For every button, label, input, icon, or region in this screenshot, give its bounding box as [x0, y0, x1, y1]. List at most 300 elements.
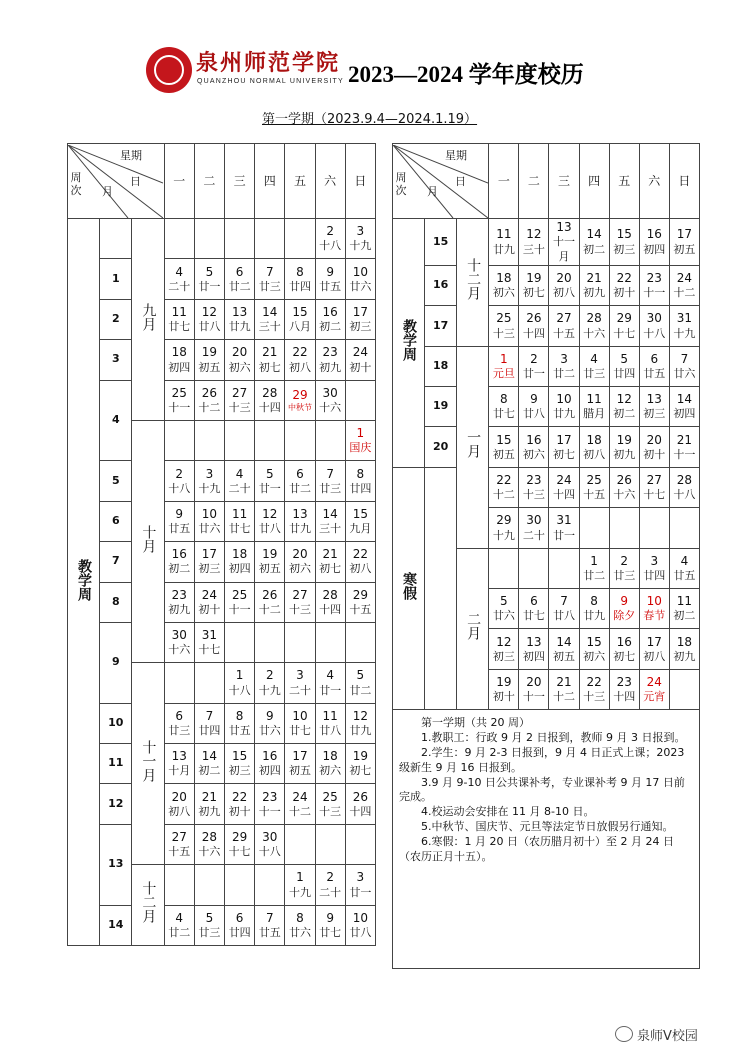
lunar-date: 三十: [319, 522, 342, 536]
lunar-date: 初七: [613, 649, 636, 663]
month-label-text: 十二月: [465, 258, 482, 301]
lunar-date: 初五: [492, 447, 515, 461]
week-number: 20: [425, 427, 457, 467]
lunar-date: 廿三: [258, 279, 281, 293]
day-number: 13: [231, 304, 248, 319]
note-item: 6.寒假：1 月 20 日（农历腊月初十）至 2 月 24 日（农历正月十五）。: [399, 834, 674, 863]
lunar-date: 初二: [319, 320, 342, 334]
day-cell: [224, 461, 254, 501]
day-cell: [194, 905, 224, 945]
day-number: 6: [296, 466, 304, 481]
day-number: 16: [322, 304, 338, 319]
lunar-date: 初七: [553, 447, 576, 461]
day-number: 30: [526, 513, 542, 528]
day-number: 16: [646, 227, 662, 242]
day-cell: [639, 219, 669, 266]
day-number: 14: [556, 634, 572, 649]
wechat-icon: [615, 1026, 633, 1042]
day-cell: [579, 387, 609, 427]
day-number: 19: [496, 674, 512, 689]
day-cell: [549, 508, 579, 548]
lunar-date: 八月: [288, 320, 311, 334]
day-number: 24: [676, 271, 693, 286]
table-row: [68, 622, 376, 662]
lunar-date: 廿五: [258, 926, 281, 939]
day-cell: [255, 622, 285, 662]
lunar-date: 廿一: [258, 481, 281, 495]
day-cell: [164, 663, 194, 703]
header-yue: 月: [102, 185, 113, 198]
lunar-date: 廿一: [553, 528, 576, 542]
table-row: [68, 542, 376, 582]
lunar-date: 元旦: [492, 367, 515, 381]
day-cell: [224, 582, 254, 622]
lunar-date: 初十: [349, 360, 372, 374]
lunar-date: 十五: [349, 602, 372, 616]
day-number: 22: [231, 789, 248, 804]
day-cell: [549, 548, 579, 588]
lunar-date: 廿七: [168, 320, 191, 334]
day-cell: [224, 380, 254, 420]
day-number: 6: [530, 594, 538, 609]
day-cell: [519, 265, 549, 305]
day-cell: [194, 542, 224, 582]
day-cell: [164, 299, 194, 339]
day-cell: [609, 548, 639, 588]
lunar-date: 十八: [673, 488, 696, 502]
lunar-date: 廿八: [349, 926, 372, 939]
day-number: 1: [500, 351, 508, 366]
day-number: 27: [231, 385, 248, 400]
day-cell: [549, 669, 579, 709]
day-cell: [669, 629, 699, 669]
day-cell: [224, 622, 254, 662]
day-cell: [224, 259, 254, 299]
day-cell: [669, 346, 699, 386]
day-number: 18: [171, 345, 187, 360]
lunar-date: 十四: [349, 804, 372, 818]
day-cell: [639, 589, 669, 629]
weekday-header: 一: [489, 144, 519, 219]
weekday-header: 三: [549, 144, 579, 219]
day-number: 21: [322, 547, 338, 562]
day-cell: [255, 219, 285, 259]
day-cell: [519, 508, 549, 548]
day-number: 24: [201, 587, 218, 602]
left-calendar-table: [67, 143, 376, 946]
day-cell: [345, 703, 375, 743]
day-cell: [639, 427, 669, 467]
day-number: 30: [646, 311, 662, 326]
lunar-date: 初九: [613, 447, 636, 461]
week-number: 16: [425, 265, 457, 305]
day-number: 1: [296, 870, 304, 885]
day-number: 13: [292, 506, 308, 521]
day-number: 6: [175, 708, 184, 723]
weekday-header: 三: [224, 144, 254, 219]
day-cell: [194, 824, 224, 864]
semester-title: 第一学期（2023.9.4—2024.1.19）: [262, 112, 478, 127]
day-number: 27: [646, 473, 662, 487]
lunar-date: 十二: [288, 804, 311, 818]
day-number: 2: [175, 466, 184, 481]
day-cell: [194, 744, 224, 784]
day-cell: [345, 420, 375, 460]
table-row: [393, 346, 700, 386]
day-cell: [345, 219, 375, 259]
day-cell: [164, 865, 194, 905]
lunar-date: 廿一: [319, 683, 342, 697]
day-number: 22: [496, 473, 512, 487]
month-label-text: 二月: [465, 611, 482, 640]
day-number: 11: [676, 594, 693, 609]
day-number: 20: [292, 547, 308, 562]
day-number: 17: [676, 227, 693, 242]
day-cell: [224, 219, 254, 259]
day-number: 17: [201, 547, 218, 562]
lunar-date: 十九: [258, 683, 281, 697]
lunar-date: 廿三: [168, 724, 191, 738]
lunar-date: 初九: [319, 360, 342, 374]
lunar-date: 初八: [349, 562, 372, 576]
day-number: 14: [262, 304, 278, 319]
week-number: 9: [100, 622, 132, 703]
day-number: 3: [560, 351, 568, 366]
day-number: 31: [201, 628, 218, 643]
day-cell: [669, 589, 699, 629]
month-label-text: 十一月: [140, 739, 157, 782]
week-number: 12: [100, 784, 132, 824]
day-cell: [255, 259, 285, 299]
day-cell: [519, 629, 549, 669]
day-number: 17: [646, 634, 662, 649]
day-number: 18: [676, 634, 693, 649]
day-number: 19: [616, 432, 632, 447]
week-cell: [100, 219, 132, 259]
weekday-header: 六: [639, 144, 669, 219]
day-cell: [285, 824, 315, 864]
day-number: 30: [322, 385, 338, 400]
month-label: [457, 219, 489, 347]
table-row: [393, 306, 700, 346]
day-cell: [345, 501, 375, 541]
lunar-date: 初八: [643, 649, 666, 663]
day-number: 29: [496, 513, 512, 528]
day-cell: [164, 622, 194, 662]
day-cell: [315, 259, 345, 299]
day-cell: [194, 865, 224, 905]
day-number: 19: [526, 271, 542, 286]
day-number: 5: [205, 910, 214, 925]
day-number: 19: [352, 749, 368, 764]
day-cell: [285, 501, 315, 541]
day-cell: [285, 420, 315, 460]
day-number: 17: [352, 304, 368, 319]
day-number: 18: [586, 432, 602, 447]
day-number: 11: [496, 227, 512, 242]
day-number: 13: [556, 220, 572, 234]
weekday-header: 四: [579, 144, 609, 219]
day-cell: [579, 467, 609, 507]
university-seal-logo: [146, 47, 192, 93]
day-number: 28: [201, 830, 218, 845]
day-cell: [549, 467, 579, 507]
day-cell: [315, 340, 345, 380]
month-label: [457, 548, 489, 710]
lunar-date: 十一: [643, 286, 666, 300]
day-cell: [609, 467, 639, 507]
lunar-date: 廿四: [349, 481, 372, 495]
month-label: [457, 346, 489, 548]
winter-vacation-label-text: 寒假: [400, 572, 417, 601]
day-cell: [224, 703, 254, 743]
table-row: [68, 905, 376, 945]
day-number: 2: [530, 351, 538, 366]
lunar-date: 初八: [288, 360, 311, 374]
day-number: 27: [556, 311, 572, 326]
lunar-date: 二十: [168, 279, 191, 293]
day-cell: [519, 387, 549, 427]
lunar-date: 初九: [168, 602, 191, 616]
day-cell: [194, 380, 224, 420]
week-number: 13: [100, 824, 132, 905]
lunar-date: 廿五: [319, 279, 342, 293]
day-cell: [315, 501, 345, 541]
day-cell: [609, 219, 639, 266]
day-number: 15: [616, 227, 632, 242]
day-cell: [164, 259, 194, 299]
lunar-date: 十九: [349, 239, 372, 253]
day-cell: [255, 824, 285, 864]
day-cell: [669, 387, 699, 427]
day-number: 25: [586, 473, 602, 487]
day-cell: [194, 299, 224, 339]
day-number: 12: [616, 392, 632, 407]
day-cell: [549, 589, 579, 629]
day-cell: [489, 629, 519, 669]
day-cell: [549, 387, 579, 427]
day-cell: [609, 629, 639, 669]
lunar-date: 廿二: [288, 481, 311, 495]
week-number: 6: [100, 501, 132, 541]
day-cell: [194, 219, 224, 259]
lunar-date: 廿一: [198, 279, 221, 293]
day-cell: [669, 427, 699, 467]
day-number: 7: [265, 264, 274, 279]
lunar-date: 初十: [643, 447, 666, 461]
month-label: [132, 420, 164, 662]
day-number: 16: [616, 634, 632, 649]
day-cell: [345, 380, 375, 420]
lunar-date: 初二: [673, 609, 696, 623]
lunar-date: 初十: [492, 690, 515, 704]
day-number: 16: [262, 749, 278, 764]
day-number: 11: [171, 304, 187, 319]
logo-english-name: QUANZHOU NORMAL UNIVERSITY: [197, 78, 344, 85]
day-number: 10: [292, 708, 308, 723]
lunar-date: 初九: [673, 649, 696, 663]
day-cell: [639, 467, 669, 507]
lunar-date: 初三: [198, 562, 221, 576]
day-cell: [285, 582, 315, 622]
day-cell: [489, 669, 519, 709]
lunar-date: 十六: [583, 326, 606, 340]
week-number: 14: [100, 905, 132, 945]
day-number: 9: [620, 594, 629, 609]
lunar-date: 廿六: [198, 522, 221, 536]
day-cell: [255, 703, 285, 743]
lunar-date: 廿六: [349, 279, 372, 293]
day-cell: [579, 669, 609, 709]
lunar-date: 廿八: [553, 609, 576, 623]
lunar-date: 十一月: [553, 235, 576, 264]
day-number: 15: [231, 749, 248, 764]
day-cell: [164, 542, 194, 582]
day-number: 9: [530, 392, 538, 407]
day-cell: [224, 299, 254, 339]
day-cell: [345, 582, 375, 622]
month-label-text: 十二月: [140, 881, 157, 924]
day-cell: [315, 784, 345, 824]
lunar-date: 初三: [613, 242, 636, 256]
day-cell: [164, 420, 194, 460]
day-number: 25: [322, 789, 338, 804]
lunar-date: 初二: [613, 407, 636, 421]
day-cell: [345, 744, 375, 784]
day-cell: [489, 265, 519, 305]
day-number: 15: [586, 634, 602, 649]
lunar-date: 十七: [643, 488, 666, 502]
lunar-date: 十八: [319, 239, 342, 253]
day-cell: [285, 461, 315, 501]
table-row: [68, 784, 376, 824]
note-item: 4.校运动会安排在 11 月 8-10 日。: [421, 805, 595, 819]
lunar-date: 腊月: [583, 407, 606, 421]
day-number: 9: [326, 264, 334, 279]
day-number: 14: [201, 749, 218, 764]
day-cell: [639, 629, 669, 669]
day-cell: [285, 380, 315, 420]
day-number: 30: [262, 830, 278, 845]
day-cell: [669, 508, 699, 548]
lunar-date: 初六: [492, 286, 515, 300]
day-number: 12: [496, 634, 512, 649]
lunar-date: 廿九: [228, 320, 251, 334]
lunar-date: 十三: [288, 602, 311, 616]
day-cell: [194, 340, 224, 380]
day-cell: [345, 663, 375, 703]
day-number: 8: [590, 594, 598, 609]
lunar-date: 十二: [673, 286, 696, 300]
weekday-header: 日: [345, 144, 375, 219]
day-number: 3: [296, 668, 304, 683]
day-number: 9: [175, 506, 184, 521]
lunar-date: 二十: [319, 885, 342, 899]
day-cell: [194, 582, 224, 622]
day-cell: [345, 259, 375, 299]
day-number: 15: [352, 506, 368, 521]
lunar-date: 初八: [168, 804, 191, 818]
day-number: 10: [201, 506, 218, 521]
day-cell: [315, 219, 345, 259]
right-calendar-table: [392, 143, 700, 969]
day-number: 14: [586, 227, 602, 242]
day-number: 5: [205, 264, 214, 279]
weekday-header: 四: [255, 144, 285, 219]
day-cell: [194, 703, 224, 743]
day-cell: [255, 582, 285, 622]
day-cell: [519, 306, 549, 346]
day-cell: [164, 784, 194, 824]
day-cell: [345, 299, 375, 339]
lunar-date: 十九: [198, 481, 221, 495]
day-number: 16: [526, 432, 542, 447]
lunar-date: 廿六: [258, 724, 281, 738]
lunar-date: 十八: [643, 326, 666, 340]
day-number: 8: [500, 392, 508, 407]
lunar-date: 十九: [288, 885, 311, 899]
lunar-date: 初十: [198, 602, 221, 616]
lunar-date: 十八: [228, 683, 251, 697]
lunar-date: 廿九: [553, 407, 576, 421]
header-corner: [68, 144, 165, 219]
day-cell: [255, 420, 285, 460]
day-number: 31: [676, 311, 693, 326]
day-cell: [285, 703, 315, 743]
table-row: [393, 387, 700, 427]
day-number: 16: [171, 547, 187, 562]
header-ri: 日: [455, 175, 466, 188]
day-cell: [669, 669, 699, 709]
lunar-date: 廿九: [492, 242, 515, 256]
lunar-date: 廿二: [553, 367, 576, 381]
day-cell: [489, 427, 519, 467]
lunar-date: 十五: [168, 845, 191, 859]
day-number: 15: [292, 304, 308, 319]
lunar-date: 廿八: [258, 522, 281, 536]
lunar-date: 十三: [492, 326, 515, 340]
day-number: 10: [352, 910, 368, 925]
day-cell: [315, 582, 345, 622]
lunar-date: 廿八: [522, 407, 545, 421]
lunar-date: 初七: [349, 764, 372, 778]
day-cell: [315, 542, 345, 582]
header-corner: [393, 144, 489, 219]
day-number: 2: [620, 553, 629, 568]
table-row: [393, 467, 700, 507]
lunar-date: 九月: [349, 522, 372, 536]
day-number: 23: [322, 345, 338, 360]
day-number: 1: [235, 668, 244, 683]
day-cell: [194, 420, 224, 460]
day-number: 30: [171, 628, 187, 643]
lunar-date: 初九: [583, 286, 606, 300]
lunar-date: 廿三: [613, 568, 636, 582]
day-cell: [224, 784, 254, 824]
month-label-text: 九月: [140, 302, 157, 331]
day-number: 8: [235, 708, 244, 723]
lunar-date: 元宵: [643, 690, 666, 704]
note-item: 1.教职工：行政 9 月 2 日报到，教师 9 月 3 日报到。: [421, 731, 686, 745]
day-cell: [255, 340, 285, 380]
week-number: 3: [100, 340, 132, 380]
day-cell: [489, 508, 519, 548]
day-number: 23: [526, 473, 542, 487]
lunar-date: 廿九: [349, 724, 372, 738]
day-cell: [285, 340, 315, 380]
lunar-date: 初四: [168, 360, 191, 374]
weekday-header: 日: [669, 144, 699, 219]
